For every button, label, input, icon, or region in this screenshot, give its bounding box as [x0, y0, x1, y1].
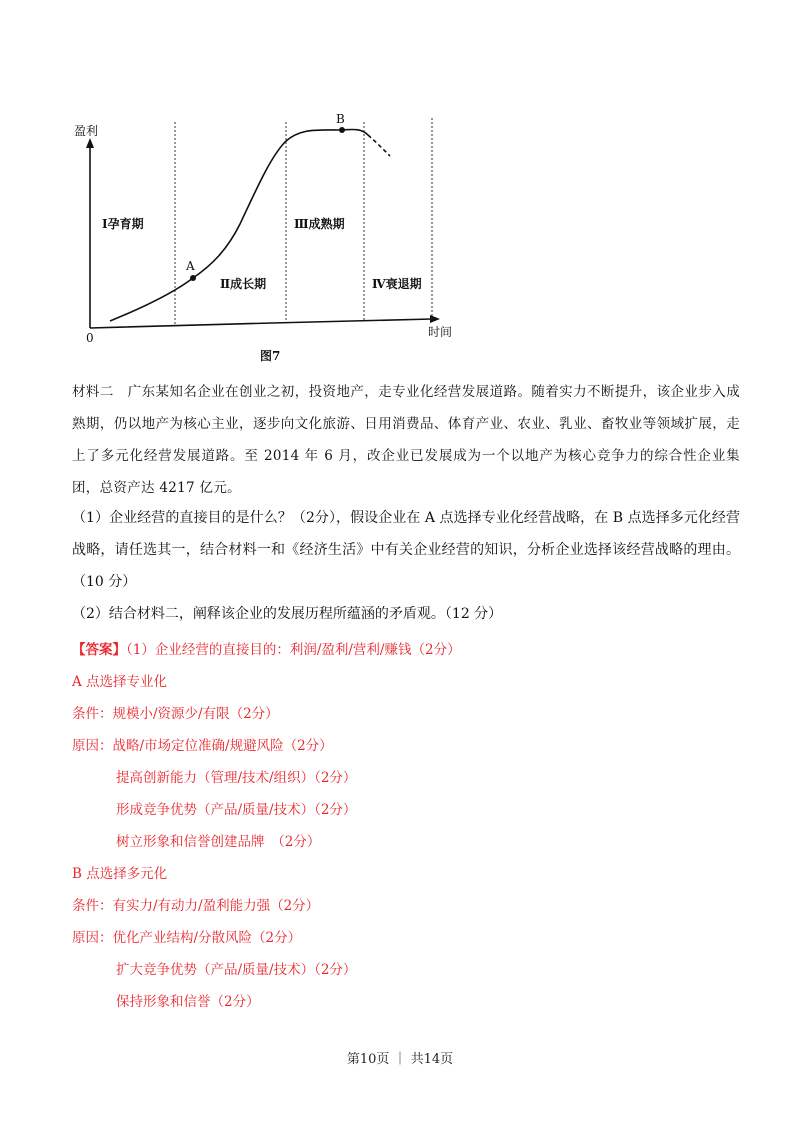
question-1: （1）企业经营的直接目的是什么？（2分），假设企业在 A 点选择专业化经营战略，在 B 点选择多元化经营战略，请任选其一，结合材料一和《经济生活》中有关企业经营的知识，分析企业选择该经营战略的理由。（10 分）	[72, 510, 740, 590]
y-axis-label: 盈利	[74, 124, 99, 138]
answer-tag: 【答案】	[72, 642, 126, 658]
answer-b-reason-2: 扩大竞争优势（产品/质量/技术）（2分）	[116, 962, 357, 978]
answer-a-reason-4: 树立形象和信誉创建品牌 （2分）	[116, 834, 321, 850]
stage-4-label: Ⅳ衰退期	[372, 277, 422, 291]
question-2: （2）结合材料二，阐释该企业的发展历程所蕴涵的矛盾观。（12 分）	[72, 606, 503, 622]
material-two-paragraph: 材料二 广东某知名企业在创业之初，投资地产，走专业化经营发展道路。随着实力不断提升，该企业步入成熟期，仍以地产为核心主业，逐步向文化旅游、日用消费品、体育产业、农业、乳业、畜牧业等领域扩展，走上了多元化经营发展道路。至 2014 年 6 月，改企业已发展成为一个以地产为核心竞争力的综合性企业集团，总资产达 4217 亿元。	[72, 384, 740, 496]
page-footer: 第10页 ｜ 共14页	[346, 1052, 454, 1067]
answer-a-reason-3: 形成竞争优势（产品/质量/技术）（2分）	[116, 802, 357, 818]
answer-b-title: B 点选择多元化	[72, 866, 168, 882]
x-axis-label: 时间	[428, 325, 453, 339]
enterprise-lifecycle-figure	[72, 110, 472, 372]
answer-b-reason-3: 保持形象和信誉（2分）	[116, 994, 260, 1010]
lifecycle-diagram	[72, 110, 472, 372]
point-a-label: A	[186, 259, 195, 273]
origin-label: 0	[86, 331, 94, 345]
profit-curve-decline	[368, 135, 390, 156]
point-a-marker	[190, 275, 196, 281]
answer-a-title: A 点选择专业化	[72, 674, 168, 690]
stage-2-label: Ⅱ成长期	[220, 277, 267, 291]
answer-b-condition: 条件：有实力/有动力/盈利能力强（2分）	[72, 898, 320, 914]
answer-purpose: （1）企业经营的直接目的：利润/盈利/营利/赚钱（2分）	[126, 642, 461, 658]
answer-line-1	[72, 638, 461, 658]
figure-caption: 图7	[260, 349, 281, 363]
x-axis	[90, 319, 432, 328]
stage-3-label: Ⅲ成熟期	[294, 217, 345, 231]
answer-a-reason-2: 提高创新能力（管理/技术/组织）（2分）	[116, 770, 357, 786]
y-axis-arrow	[86, 138, 94, 148]
stage-1-label: Ⅰ孕育期	[102, 217, 144, 231]
answer-b-reason-1: 原因：优化产业结构/分散风险（2分）	[72, 930, 302, 946]
answer-a-reason-1: 原因：战略/市场定位准确/规避风险（2分）	[72, 738, 333, 754]
point-b-marker	[339, 127, 345, 133]
point-b-label: B	[336, 112, 345, 126]
answer-a-condition: 条件：规模小/资源少/有限（2分）	[72, 706, 279, 722]
